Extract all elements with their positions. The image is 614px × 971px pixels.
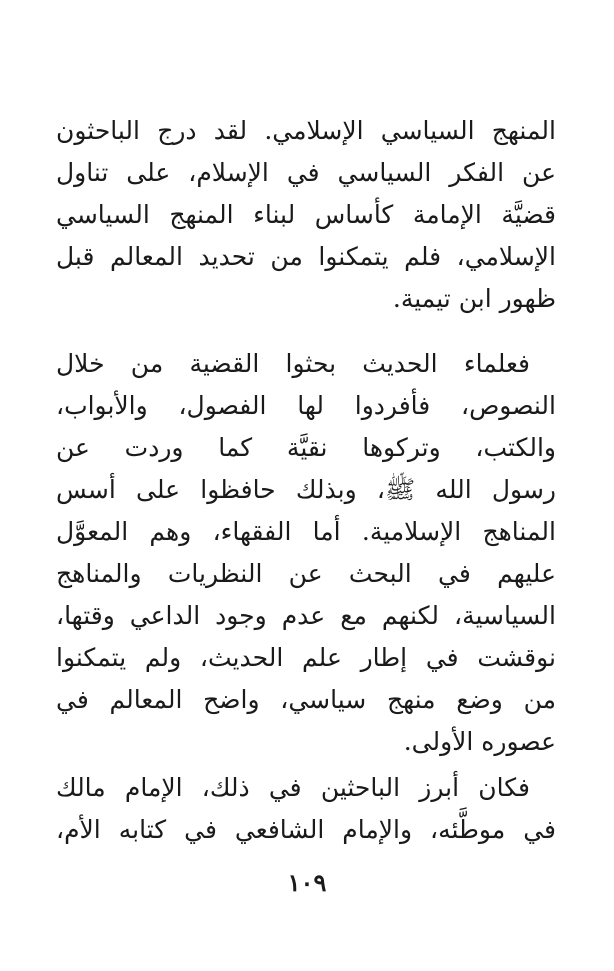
paragraph-3-line-2: في موطَّئه، والإمام الشافعي في كتابه الأم،	[56, 815, 556, 844]
paragraph-1-line-5: ظهور ابن تيمية.	[392, 284, 556, 313]
paragraph-2	[56, 343, 556, 763]
paragraph-1	[56, 110, 556, 320]
paragraph-3-line-1: فكان أبرز الباحثين في ذلك، الإمام مالك	[56, 773, 530, 802]
paragraph-1-line-4: الإسلامي، فلم يتمكنوا من تحديد المعالم قبل	[56, 242, 556, 271]
page-number: ١٠٩	[287, 868, 327, 897]
paragraph-2-line-1: فعلماء الحديث بحثوا القضية من خلال	[56, 349, 530, 378]
paragraph-1-line-2: عن الفكر السياسي في الإسلام، على تناول	[56, 158, 556, 187]
paragraph-2-line-9: من وضع منهج سياسي، واضح المعالم في	[56, 685, 556, 714]
paragraph-3	[56, 767, 556, 851]
paragraph-2-line-5: المناهج الإسلامية. أما الفقهاء، وهم المعوَّل	[56, 517, 556, 546]
paragraph-2-line-4: رسول الله ﷺ، وبذلك حافظوا على أسس	[56, 475, 556, 504]
paragraph-2-line-6: عليهم في البحث عن النظريات والمناهج	[56, 559, 556, 588]
paragraph-1-line-3: قضيَّة الإمامة كأساس لبناء المنهج السياسي	[56, 200, 556, 229]
paragraph-2-line-3: والكتب، وتركوها نقيَّة كما وردت عن	[56, 433, 556, 462]
paragraph-2-line-8: نوقشت في إطار علم الحديث، ولم يتمكنوا	[56, 643, 556, 672]
paragraph-1-line-1: المنهج السياسي الإسلامي. لقد درج الباحثون	[56, 116, 556, 145]
paragraph-2-line-7: السياسية، لكنهم مع عدم وجود الداعي وقتها،	[56, 601, 556, 630]
paragraph-2-line-10: عصوره الأولى.	[403, 727, 556, 756]
paragraph-2-line-2: النصوص، فأفردوا لها الفصول، والأبواب،	[56, 391, 556, 420]
